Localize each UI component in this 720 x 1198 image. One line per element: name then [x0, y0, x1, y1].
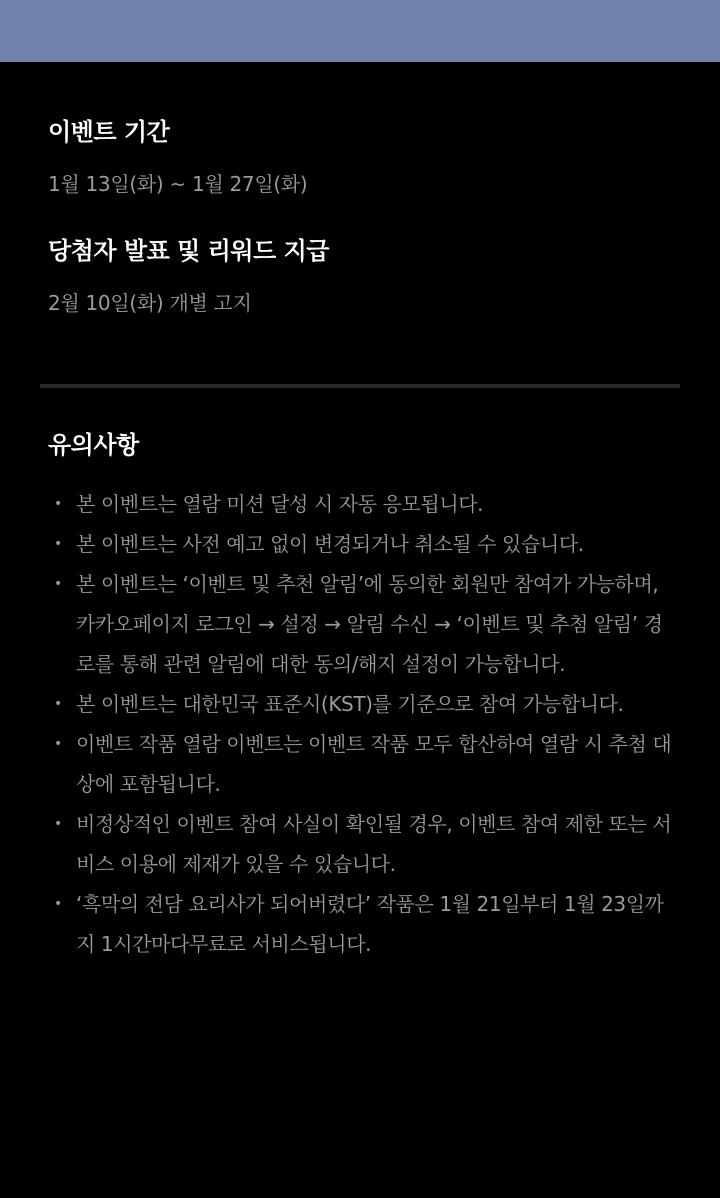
list-item [48, 684, 672, 724]
note-text: 본 이벤트는 열람 미션 달성 시 자동 응모됩니다. [76, 492, 484, 516]
bullet-icon: • [54, 816, 62, 832]
notes-title: 유의사항 [48, 431, 139, 459]
bullet-icon: • [54, 896, 62, 912]
bullet-icon: • [54, 696, 62, 712]
list-item [48, 484, 672, 524]
bullet-icon: • [54, 536, 62, 552]
winners-section [0, 199, 720, 318]
list-item [48, 884, 672, 964]
bullet-icon: • [54, 576, 62, 592]
notes-list [0, 484, 720, 964]
bullet-icon: • [54, 736, 62, 752]
section-divider [40, 384, 680, 388]
bullet-icon: • [54, 496, 62, 512]
event-period-text: 1월 13일(화) ~ 1월 27일(화) [48, 172, 308, 196]
list-item [48, 524, 672, 564]
list-item [48, 804, 672, 884]
note-text: 비정상적인 이벤트 참여 사실이 확인될 경우, 이벤트 참여 제한 또는 서비스 이용에 제재가 있을 수 있습니다. [76, 812, 672, 876]
list-item [48, 724, 672, 804]
event-period-section [0, 62, 720, 199]
note-text: 본 이벤트는 대한민국 표준시(KST)를 기준으로 참여 가능합니다. [76, 692, 624, 716]
header-banner [0, 0, 720, 62]
note-text: 본 이벤트는 사전 예고 없이 변경되거나 취소될 수 있습니다. [76, 532, 584, 556]
winners-title: 당첨자 발표 및 리워드 지급 [48, 237, 329, 265]
event-info [0, 62, 720, 956]
list-item [48, 564, 672, 684]
event-period-title: 이벤트 기간 [48, 118, 170, 146]
note-text: 이벤트 작품 열람 이벤트는 이벤트 작품 모두 합산하여 열람 시 추첨 대상에 포함됩니다. [76, 732, 672, 796]
note-text: ‘흑막의 전담 요리사가 되어버렸다’ 작품은 1월 21일부터 1월 23일까지 1시간마다무료로 서비스됩니다. [76, 892, 664, 956]
note-text: 본 이벤트는 ‘이벤트 및 추천 알림’에 동의한 회원만 참여가 가능하며, 카카오페이지 로그인 → 설정 → 알림 수신 → ‘이벤트 및 추첨 알림’ 경로를 통해 관련 알림에 대한 동의/해지 설정이 가능합니다. [76, 572, 663, 676]
winners-text: 2월 10일(화) 개별 고지 [48, 291, 252, 315]
notes-section [0, 428, 720, 964]
